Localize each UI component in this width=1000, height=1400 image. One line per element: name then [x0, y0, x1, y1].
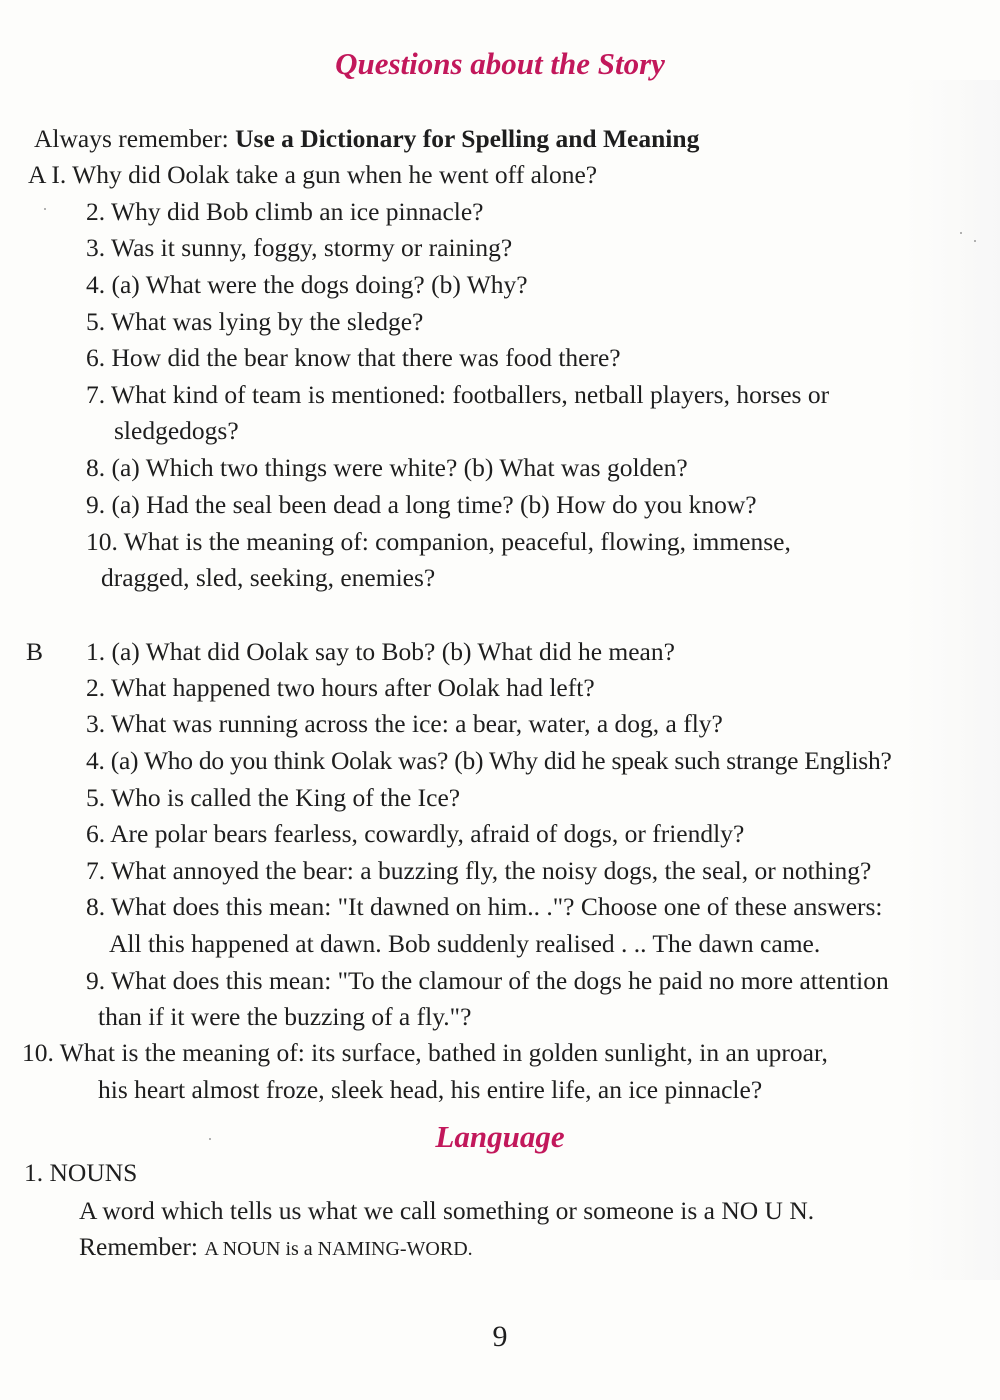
language-heading: Language [435, 1119, 565, 1154]
section-a-question-9: 9. (a) Had the seal been dead a long time? (b) How do you know? [86, 490, 757, 519]
section-a-label: A I. [28, 160, 67, 189]
section-b-question-4: 4. (a) Who do you think Oolak was? (b) Why did he speak such strange English? [86, 746, 892, 775]
page-title: Questions about the Story [335, 46, 665, 81]
page-number: 9 [492, 1320, 508, 1353]
paper-speck [974, 240, 976, 242]
section-a-question-10-line-1: 10. What is the meaning of: companion, peaceful, flowing, immense, [86, 527, 791, 556]
section-b-question-10-line-1: 10. What is the meaning of: its surface, bathed in golden sunlight, in an uproar, [22, 1038, 828, 1067]
noun-reminder-prefix: Remember: [79, 1232, 198, 1261]
section-b-question-9-line-2: than if it were the buzzing of a fly."? [98, 1002, 472, 1031]
section-b-question-8-line-1: 8. What does this mean: "It dawned on him.. ."? Choose one of these answers: [86, 892, 883, 921]
reminder-emphasis: Use a Dictionary for Spelling and Meaning [235, 124, 700, 153]
nouns-title: 1. NOUNS [24, 1158, 138, 1187]
section-a-question-5: 5. What was lying by the sledge? [86, 307, 424, 336]
noun-reminder-text: A NOUN is a NAMING-WORD. [204, 1238, 473, 1260]
paper-speck [209, 1138, 211, 1140]
noun-definition: A word which tells us what we call something or someone is a NO U N. [79, 1196, 815, 1225]
section-a-question-3: 3. Was it sunny, foggy, stormy or raining? [86, 233, 513, 262]
reminder-prefix: Always remember: [34, 124, 229, 153]
section-a-first-question [28, 160, 597, 190]
dictionary-reminder [34, 124, 699, 154]
paper-speck [960, 232, 962, 234]
paper-speck [44, 208, 46, 210]
section-a-question-7-line-1: 7. What kind of team is mentioned: footballers, netball players, horses or [86, 380, 830, 409]
section-a-question-1: Why did Oolak take a gun when he went off alone? [72, 160, 598, 189]
section-b-question-5: 5. Who is called the King of the Ice? [86, 783, 461, 812]
section-a-question-8: 8. (a) Which two things were white? (b) What was golden? [86, 453, 688, 482]
section-b-question-3: 3. What was running across the ice: a bear, water, a dog, a fly? [86, 709, 723, 738]
section-a-question-10-line-2: dragged, sled, seeking, enemies? [101, 563, 436, 592]
section-a-question-2: 2. Why did Bob climb an ice pinnacle? [86, 197, 484, 226]
section-b-question-7: 7. What annoyed the bear: a buzzing fly, the noisy dogs, the seal, or nothing? [86, 856, 872, 885]
section-b-question-10-line-2: his heart almost froze, sleek head, his entire life, an ice pinnacle? [98, 1075, 763, 1104]
section-b-question-1: 1. (a) What did Oolak say to Bob? (b) What did he mean? [86, 637, 675, 666]
section-b-question-6: 6. Are polar bears fearless, cowardly, afraid of dogs, or friendly? [86, 819, 745, 848]
noun-reminder [79, 1232, 473, 1264]
section-a-question-4: 4. (a) What were the dogs doing? (b) Why? [86, 270, 528, 299]
section-b-question-8-line-2: All this happened at dawn. Bob suddenly realised . .. The dawn came. [109, 929, 821, 958]
section-b-question-2: 2. What happened two hours after Oolak had left? [86, 673, 595, 702]
section-a-question-7-line-2: sledgedogs? [114, 416, 239, 445]
section-b-question-9-line-1: 9. What does this mean: "To the clamour of the dogs he paid no more attention [86, 966, 889, 995]
show-through-shadow [905, 80, 1000, 1280]
section-b-label: B [26, 637, 44, 666]
section-a-question-6: 6. How did the bear know that there was food there? [86, 343, 621, 372]
